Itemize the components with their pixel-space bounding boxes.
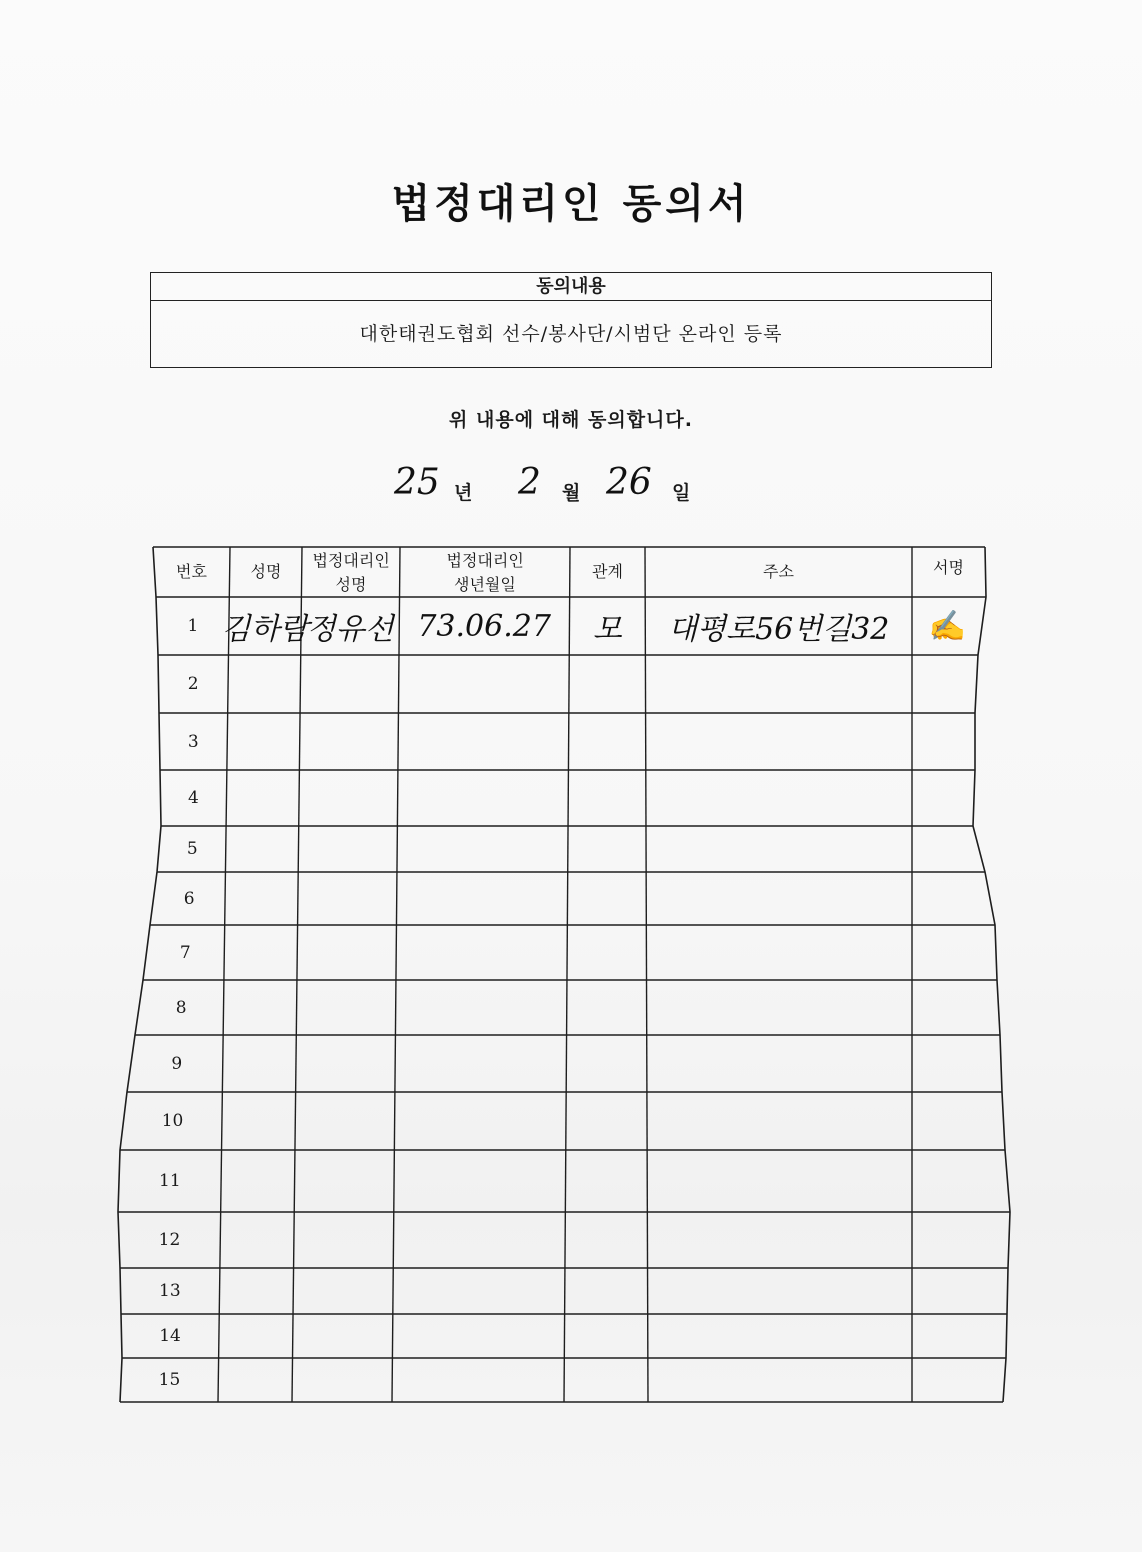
date-year-unit: 년 <box>454 482 473 504</box>
row-address: 대평로56번길32 <box>668 612 890 647</box>
row-number: 12 <box>158 1230 181 1250</box>
row-guardian-name: 정유선 <box>306 612 394 647</box>
row-number: 4 <box>187 788 199 808</box>
consent-header: 동의내용 <box>151 273 991 301</box>
row-number: 13 <box>159 1281 181 1301</box>
date-month-value: 2 <box>518 462 541 503</box>
header-signature: 서명 <box>933 558 964 577</box>
agreement-statement: 위 내용에 대해 동의합니다. <box>449 409 693 431</box>
header-no: 번호 <box>176 562 207 581</box>
row-number: 10 <box>161 1111 184 1131</box>
row-number: 14 <box>159 1326 181 1346</box>
table-column-divider <box>645 547 648 1402</box>
table-column-divider <box>564 547 570 1402</box>
header-guardian-birth-line2: 생년월일 <box>454 575 516 594</box>
date-day-value: 26 <box>606 462 652 503</box>
table-column-divider <box>292 547 302 1402</box>
header-relation: 관계 <box>592 562 623 581</box>
date-year-value: 25 <box>394 462 440 503</box>
row-number: 8 <box>175 997 187 1018</box>
consent-body: 대한태권도협회 선수/봉사단/시범단 온라인 등록 <box>359 323 783 345</box>
row-guardian-birth: 73.06.27 <box>417 608 551 644</box>
document-title: 법정대리인 동의서 <box>391 181 751 227</box>
table-left-border <box>118 547 161 1402</box>
header-guardian-name-line1: 법정대리인 <box>312 551 390 570</box>
row-signature: ✍ <box>928 608 966 644</box>
row-number: 5 <box>186 839 198 859</box>
header-name: 성명 <box>250 562 282 581</box>
header-guardian-birth-line1: 법정대리인 <box>446 551 524 570</box>
date-day-unit: 일 <box>672 482 691 504</box>
row-relation: 모 <box>592 612 622 647</box>
row-name: 김하람 <box>221 612 309 647</box>
row-number: 2 <box>187 674 199 694</box>
row-number: 1 <box>187 616 199 636</box>
row-number: 6 <box>183 888 195 909</box>
row-number: 15 <box>158 1370 181 1390</box>
table-column-divider <box>218 547 230 1402</box>
header-address: 주소 <box>763 562 794 581</box>
table-right-border <box>973 547 1010 1402</box>
row-number: 9 <box>171 1053 183 1074</box>
date-month-unit: 월 <box>562 482 581 504</box>
table-column-divider <box>392 547 400 1402</box>
header-guardian-name-line2: 성명 <box>335 575 367 594</box>
row-number: 11 <box>159 1171 181 1191</box>
row-number: 3 <box>187 731 199 752</box>
row-number: 7 <box>179 942 191 963</box>
